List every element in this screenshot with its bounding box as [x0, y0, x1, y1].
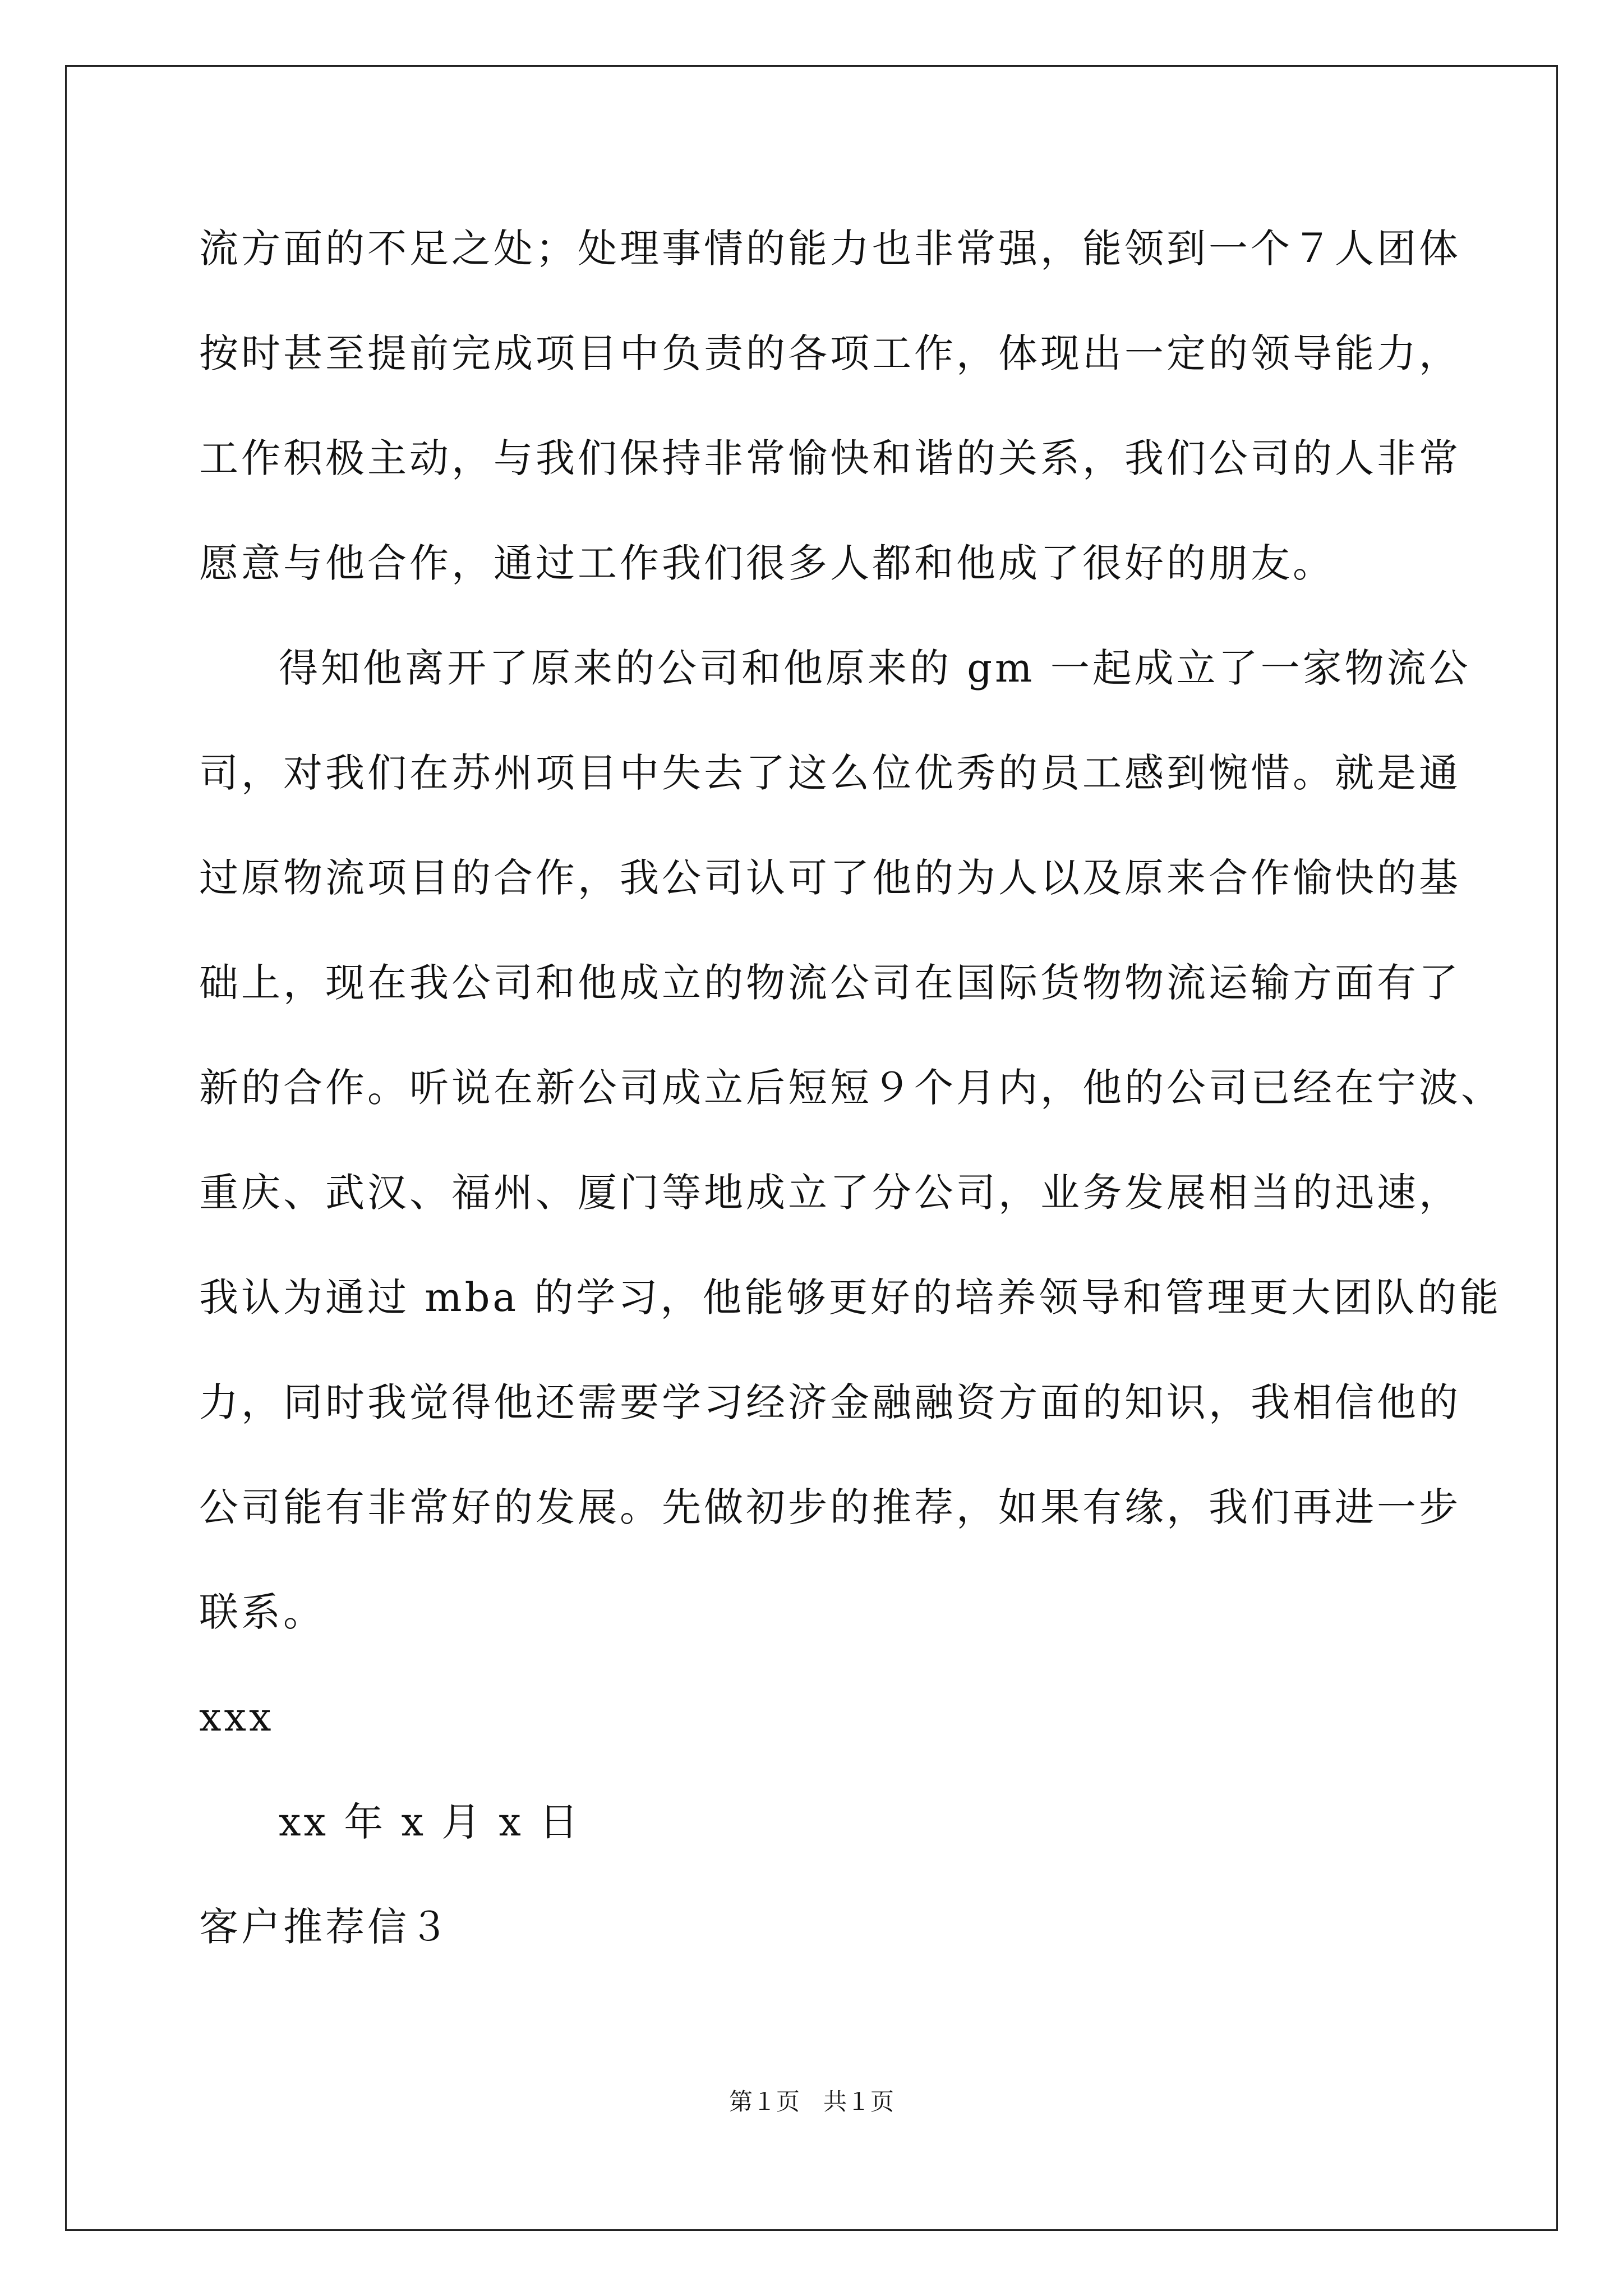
body-text-line: 力，同时我觉得他还需要学习经济金融融资方面的知识，我相信他的 [199, 1379, 1461, 1425]
paragraph-start-line: 得知他离开了原来的公司和他原来的 gm 一起成立了一家物流公 [279, 645, 1471, 691]
body-text-line: 司，对我们在苏州项目中失去了这么位优秀的员工感到惋惜。就是通 [199, 750, 1461, 796]
body-text-line: 联系。 [199, 1589, 325, 1635]
body-text-line: 愿意与他合作，通过工作我们很多人都和他成了很好的朋友。 [199, 540, 1335, 586]
body-text-line: 新的合作。听说在新公司成立后短短９个月内，他的公司已经在宁波、 [199, 1065, 1503, 1111]
page-number-footer: 第１页 共１页 [728, 2088, 894, 2115]
body-text-line: 础上，现在我公司和他成立的物流公司在国际货物物流运输方面有了 [199, 960, 1461, 1006]
body-text-line: 流方面的不足之处；处理事情的能力也非常强，能领到一个７人团体 [199, 226, 1461, 272]
body-text-line: 重庆、武汉、福州、厦门等地成立了分公司，业务发展相当的迅速， [199, 1170, 1461, 1216]
body-text-line: 过原物流项目的合作，我公司认可了他的为人以及原来合作愉快的基 [199, 855, 1461, 901]
section-heading: 客户推荐信３ [199, 1904, 451, 1950]
body-text-line: 工作积极主动，与我们保持非常愉快和谐的关系，我们公司的人非常 [199, 435, 1461, 481]
signature-name: xxx [199, 1694, 274, 1740]
signature-date: xx 年 x 月 x 日 [279, 1799, 582, 1845]
body-text-line: 公司能有非常好的发展。先做初步的推荐，如果有缘，我们再进一步 [199, 1484, 1461, 1530]
body-text-line: 按时甚至提前完成项目中负责的各项工作，体现出一定的领导能力， [199, 330, 1461, 376]
body-text-line: 我认为通过 mba 的学习，他能够更好的培养领导和管理更大团队的能 [199, 1274, 1502, 1320]
